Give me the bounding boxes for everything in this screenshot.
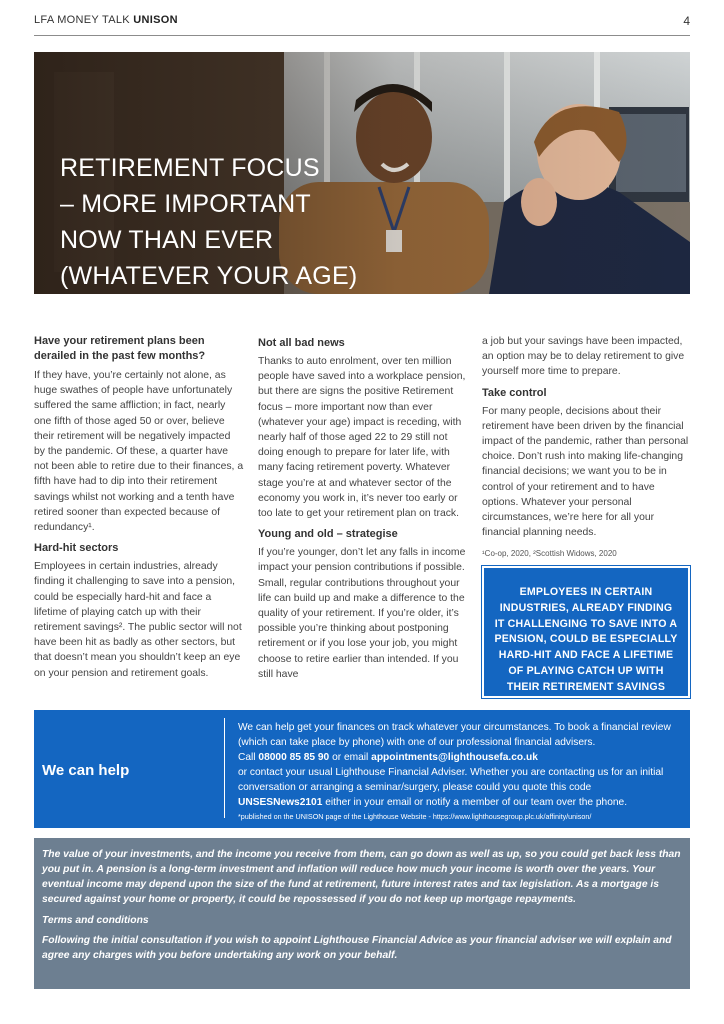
body-paragraph: For many people, decisions about their retirement have been driven by the financial impact of the pandemic, rather than personal choice. Don’t rush into making life-changing financial decisions; we want you to be in control of your retirement and to have options. Whatever your personal circumstances, we’re here for all your financial planning needs. <box>482 405 689 539</box>
terms-text: Following the initial consultation if you wish to appoint Lighthouse Financial Advice as your financial adviser we will explain and agree any charges with you before undertaking any work on your behalf. <box>42 935 672 961</box>
page-header <box>34 14 690 36</box>
hero-title-line: – MORE IMPORTANT <box>60 190 311 218</box>
body-paragraph: Thanks to auto enrolment, over ten million people have saved into a workplace pension, but there are signs the positive Retirement focus – more important now than ever (whatever your age) impact is receding, with nearly half of those aged 22 to 29 still not doing enough to prepare for later life, with many facing retirement poverty. Whatever stage you’re at and whatever sector of the economy you work in, it’s never too early or too late to get your retirement plan on track. <box>258 356 466 520</box>
email-link[interactable]: appointments@lighthousefa.co.uk <box>371 752 538 763</box>
body-paragraph: If they have, you’re certainly not alone, as huge swathes of people have unfortunately suffered the same affliction; in fact, nearly one fifth of those aged 50 or over, believe their retirement will be negatively impacted by the pandemic. Of these, a quarter have not been able to retire due to their finances, a fifth have had to dip into their retirement savings whilst not working and a tenth have retired sooner than expected because of redundancy¹. <box>34 370 244 534</box>
pull-quote-callout <box>482 566 690 698</box>
risk-disclaimer <box>34 838 690 989</box>
panel-divider <box>224 718 225 818</box>
article-column-1 <box>34 334 244 687</box>
page-number: 4 <box>683 14 690 28</box>
section-heading: Young and old – strategise <box>258 528 398 541</box>
section-heading: Not all bad news <box>258 337 345 349</box>
sources-footnote: ¹Co-op, 2020, ²Scottish Widows, 2020 <box>482 549 617 559</box>
we-can-help-label: We can help <box>42 762 130 779</box>
body-paragraph: a job but your savings have been impacted, an option may be to delay retirement to give yourself more time to prepare. <box>482 336 685 378</box>
body-paragraph: Employees in certain industries, already finding it challenging to save into a pension, could be especially hard-hit and face a lifetime of playing catch up with their retirement savings². The public sector will not have been hit as badly as other sectors, but that doesn’t mean you shouldn’t keep an eye on your pension and retirement goals. <box>34 561 242 679</box>
help-contact-text: or contact your usual Lighthouse Financial Adviser. Whether you are contacting us for an initial conversation or arranging a seminar/surgery, please could you quote this code <box>238 767 664 793</box>
body-paragraph: If you’re younger, don’t let any falls in income impact your pension contributions if possible. Small, regular contributions throughout your life can build up and make a difference to the quality of your retirement. If you’re older, it’s possible you’re thinking about postponing retirement or if you lose your job, you might choose to retire earlier than intended. If you still have <box>258 547 466 680</box>
article-column-2 <box>258 336 468 688</box>
call-prefix: Call <box>238 752 256 763</box>
hero-title-line: RETIREMENT FOCUS <box>60 154 320 182</box>
we-can-help-panel <box>34 710 690 828</box>
section-heading: Have your retirement plans been derailed in the past few months? <box>34 335 206 362</box>
terms-heading: Terms and conditions <box>42 915 149 926</box>
help-body <box>238 720 684 822</box>
section-heading: Hard-hit sectors <box>34 542 119 555</box>
help-intro: We can help get your finances on track whatever your circumstances. To book a financial review (which can take place by phone) with one of our professional financial advisers. <box>238 722 671 748</box>
section-heading: Take control <box>482 386 547 399</box>
brand-name: UNISON <box>133 14 178 26</box>
help-code-line <box>238 795 684 810</box>
quote-code: UNSESNews2101 <box>238 797 323 808</box>
hero-title-line: NOW THAN EVER <box>60 226 274 254</box>
quote-code-suffix: either in your email or notify a member of our team over the phone. <box>325 797 628 808</box>
email-prefix: or email <box>332 752 369 763</box>
phone-number-link[interactable]: 08000 85 85 90 <box>258 752 330 763</box>
published-note: *published on the UNISON page of the Lighthouse Website - https://www.lighthousegroup.plc.uk/affinity/unison/ <box>238 812 592 821</box>
hero-image <box>34 52 690 294</box>
hero-title-line: (WHATEVER YOUR AGE) <box>60 262 358 290</box>
article-column-3 <box>482 334 690 562</box>
pull-quote-text: EMPLOYEES IN CERTAIN INDUSTRIES, ALREADY FINDING IT CHALLENGING TO SAVE INTO A PENSION, COULD BE ESPECIALLY HARD-HIT AND FACE A LIFETIME OF PLAYING CATCH UP WITH THEIR RETIREMENT SAVINGS <box>494 586 678 693</box>
publication-brand <box>34 14 178 26</box>
hero-title <box>60 150 390 294</box>
help-contact-line <box>238 750 684 765</box>
risk-warning: The value of your investments, and the income you receive from them, can go down as well as up, so you could get back less than you put in. A pension is a long-term investment and inflation will reduce how much your income is worth over the years. Your eventual income may depend upon the size of the fund at retirement, future interest rates and tax legislation. As a mortgage is secured against your home or property, it could be repossessed if you do not keep up mortgage repayments. <box>42 849 681 905</box>
brand-prefix: LFA MONEY TALK <box>34 14 130 26</box>
